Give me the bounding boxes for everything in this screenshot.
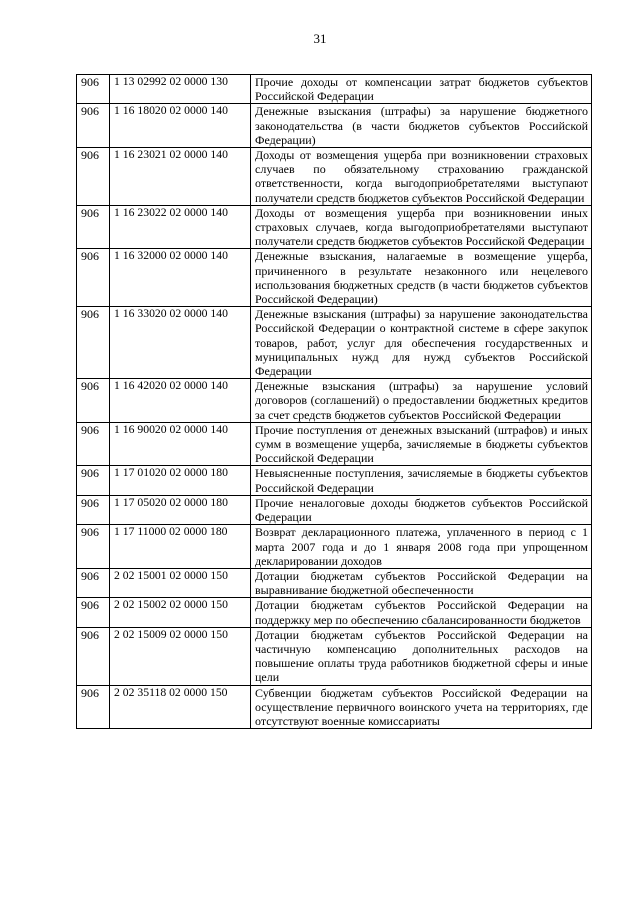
table-row — [77, 568, 592, 597]
admin-code-cell: 906 — [77, 422, 110, 466]
table-row — [77, 75, 592, 104]
budget-code-cell: 1 17 11000 02 0000 180 — [110, 525, 251, 569]
admin-code-cell: 906 — [77, 148, 110, 206]
admin-code-cell: 906 — [77, 525, 110, 569]
income-name-cell: Дотации бюджетам субъектов Российской Федерации на частичную компенсацию дополнительных расходов на повышение оплаты труда работников бюджетной сферы и иные цели — [251, 627, 592, 685]
admin-code-cell: 906 — [77, 495, 110, 524]
table-row — [77, 598, 592, 627]
table-row — [77, 685, 592, 729]
budget-code-cell: 1 16 42020 02 0000 140 — [110, 379, 251, 423]
budget-code-cell: 1 16 23021 02 0000 140 — [110, 148, 251, 206]
table-row — [77, 307, 592, 379]
income-name-cell: Денежные взыскания (штрафы) за нарушение законодательства Российской Федерации о контрактной системе в сфере закупок товаров, работ, услуг для обеспечения государственных и муниципальных нужд для нужд субъектов Российской Федерации — [251, 307, 592, 379]
admin-code-cell: 906 — [77, 379, 110, 423]
budget-code-cell: 1 13 02992 02 0000 130 — [110, 75, 251, 104]
budget-code-cell: 1 16 32000 02 0000 140 — [110, 249, 251, 307]
budget-code-cell: 1 16 33020 02 0000 140 — [110, 307, 251, 379]
income-name-cell: Субвенции бюджетам субъектов Российской Федерации на осуществление первичного воинского учета на территориях, где отсутствуют военные комиссариаты — [251, 685, 592, 729]
income-name-cell: Денежные взыскания (штрафы) за нарушение бюджетного законодательства (в части бюджетов субъектов Российской Федерации) — [251, 104, 592, 148]
table-row — [77, 104, 592, 148]
table-row — [77, 148, 592, 206]
admin-code-cell: 906 — [77, 685, 110, 729]
admin-code-cell: 906 — [77, 104, 110, 148]
admin-code-cell: 906 — [77, 598, 110, 627]
admin-code-cell: 906 — [77, 205, 110, 249]
income-name-cell: Денежные взыскания, налагаемые в возмещение ущерба, причиненного в результате незаконного или нецелевого использования бюджетных средств (в части бюджетов субъектов Российской Федерации) — [251, 249, 592, 307]
budget-code-cell: 1 16 18020 02 0000 140 — [110, 104, 251, 148]
admin-code-cell: 906 — [77, 75, 110, 104]
budget-code-cell: 2 02 35118 02 0000 150 — [110, 685, 251, 729]
admin-code-cell: 906 — [77, 249, 110, 307]
income-name-cell: Прочие доходы от компенсации затрат бюджетов субъектов Российской Федерации — [251, 75, 592, 104]
table-row — [77, 379, 592, 423]
table-row — [77, 205, 592, 249]
income-name-cell: Возврат декларационного платежа, уплаченного в период с 1 марта 2007 года и до 1 января 2008 года при упрощенном декларировании доходов — [251, 525, 592, 569]
budget-income-table — [76, 74, 592, 729]
income-name-cell: Доходы от возмещения ущерба при возникновении страховых случаев по обязательному страхованию гражданской ответственности, когда выгодоприобретателями выступают получатели средств бюджетов субъектов Российской Федерации — [251, 148, 592, 206]
admin-code-cell: 906 — [77, 627, 110, 685]
admin-code-cell: 906 — [77, 466, 110, 495]
table-row — [77, 627, 592, 685]
admin-code-cell: 906 — [77, 307, 110, 379]
budget-code-cell: 1 16 23022 02 0000 140 — [110, 205, 251, 249]
table-row — [77, 525, 592, 569]
income-name-cell: Денежные взыскания (штрафы) за нарушение условий договоров (соглашений) о предоставлении бюджетных кредитов за счет средств бюджетов субъектов Российской Федерации — [251, 379, 592, 423]
income-name-cell: Прочие поступления от денежных взысканий (штрафов) и иных сумм в возмещение ущерба, зачисляемые в бюджеты субъектов Российской Федерации — [251, 422, 592, 466]
income-name-cell: Прочие неналоговые доходы бюджетов субъектов Российской Федерации — [251, 495, 592, 524]
income-name-cell: Дотации бюджетам субъектов Российской Федерации на выравнивание бюджетной обеспеченности — [251, 568, 592, 597]
budget-code-cell: 2 02 15002 02 0000 150 — [110, 598, 251, 627]
admin-code-cell: 906 — [77, 568, 110, 597]
table-row — [77, 422, 592, 466]
budget-code-cell: 2 02 15009 02 0000 150 — [110, 627, 251, 685]
budget-code-cell: 1 17 01020 02 0000 180 — [110, 466, 251, 495]
table-row — [77, 466, 592, 495]
income-name-cell: Доходы от возмещения ущерба при возникновении иных страховых случаев, когда выгодоприобретателями выступают получатели средств бюджетов субъектов Российской Федерации — [251, 205, 592, 249]
page-number: 31 — [313, 31, 327, 46]
budget-code-cell: 2 02 15001 02 0000 150 — [110, 568, 251, 597]
income-name-cell: Дотации бюджетам субъектов Российской Федерации на поддержку мер по обеспечению сбалансированности бюджетов — [251, 598, 592, 627]
budget-code-cell: 1 16 90020 02 0000 140 — [110, 422, 251, 466]
table-row — [77, 249, 592, 307]
income-name-cell: Невыясненные поступления, зачисляемые в бюджеты субъектов Российской Федерации — [251, 466, 592, 495]
table-row — [77, 495, 592, 524]
budget-code-cell: 1 17 05020 02 0000 180 — [110, 495, 251, 524]
